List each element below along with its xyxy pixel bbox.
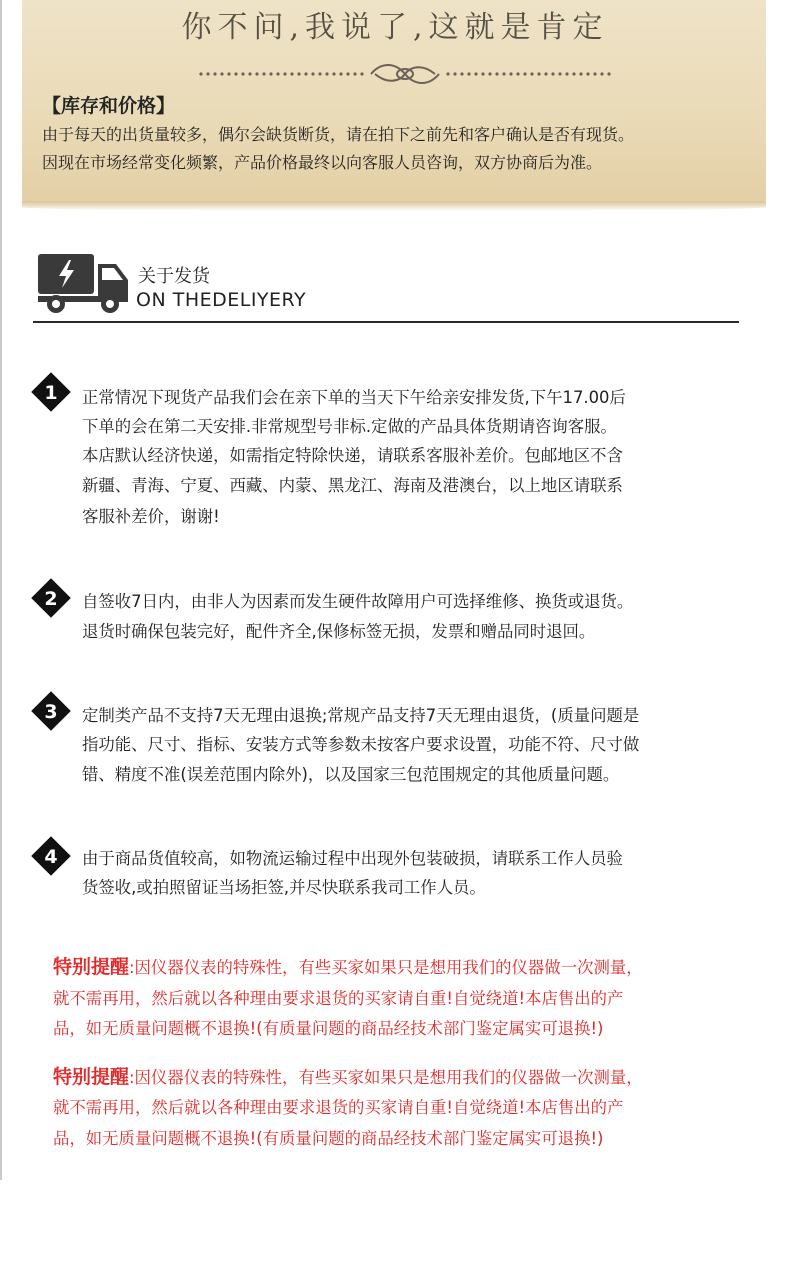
svg-text:1: 1 xyxy=(44,382,58,404)
item-3-text-line: 指功能、尺寸、指标、安装方式等参数未按客户要求设置，功能不符、尺寸做 xyxy=(82,735,640,754)
number-badge-3-icon xyxy=(31,691,71,731)
delivery-title-zh: 关于发货 xyxy=(138,266,210,287)
svg-text:3: 3 xyxy=(44,701,58,723)
item-2-text-line: 退货时确保包装完好，配件齐全,保修标签无损，发票和赠品同时退回。 xyxy=(82,622,596,641)
special-notice-line: 品，如无质量问题概不退换!(有质量问题的商品经技术部门鉴定属实可退换!) xyxy=(53,1129,604,1148)
svg-text:2: 2 xyxy=(44,588,58,610)
number-badge-1-icon xyxy=(31,372,71,412)
banner-tagline: 你不问,我说了,这就是肯定 xyxy=(181,10,609,45)
delivery-title-en: ON THEDELIYERY xyxy=(136,289,307,311)
item-1-text-line: 客服补差价，谢谢! xyxy=(82,507,220,526)
item-3-text-line: 定制类产品不支持7天无理由退换;常规产品支持7天无理由退货，(质量问题是 xyxy=(82,706,640,725)
item-1-text-line: 下单的会在第二天安排.非常规型号非标.定做的产品具体货期请咨询客服。 xyxy=(82,417,617,436)
truck-icon xyxy=(36,252,130,314)
special-notice-text: :因仪器仪表的特殊性，有些买家如果只是想用我们的仪器做一次测量， xyxy=(129,1068,643,1087)
item-1-text-line: 本店默认经济快递，如需指定特除快递，请联系客服补差价。包邮地区不含 xyxy=(82,446,623,465)
delivery-divider xyxy=(33,321,739,323)
special-notice-heading: 特别提醒 xyxy=(53,1066,130,1088)
special-notice-line xyxy=(53,952,643,979)
special-notice-line xyxy=(53,1062,643,1089)
svg-text:4: 4 xyxy=(44,846,58,868)
ornament-divider-icon xyxy=(195,58,615,90)
stock-text-line: 因现在市场经常变化频繁，产品价格最终以向客服人员咨询，双方协商后为准。 xyxy=(42,153,603,172)
special-notice-line: 品，如无质量问题概不退换!(有质量问题的商品经技术部门鉴定属实可退换!) xyxy=(53,1019,604,1038)
stock-price-title: 【库存和价格】 xyxy=(42,95,176,117)
item-4-text-line: 由于商品货值较高，如物流运输过程中出现外包装破损，请联系工作人员验 xyxy=(82,849,623,868)
item-2-text-line: 自签收7日内，由非人为因素而发生硬件故障用户可选择维修、换货或退货。 xyxy=(82,592,634,611)
left-border-line xyxy=(0,0,2,1180)
special-notice-text: :因仪器仪表的特殊性，有些买家如果只是想用我们的仪器做一次测量， xyxy=(129,958,643,977)
stock-text-line: 由于每天的出货量较多，偶尔会缺货断货，请在拍下之前先和客户确认是否有现货。 xyxy=(42,125,635,144)
special-notice-heading: 特别提醒 xyxy=(53,956,130,978)
item-4-text-line: 货签收,或拍照留证当场拒签,并尽快联系我司工作人员。 xyxy=(82,878,486,897)
item-1-text-line: 正常情况下现货产品我们会在亲下单的当天下午给亲安排发货,下午17.00后 xyxy=(82,388,626,407)
number-badge-4-icon xyxy=(31,836,71,876)
special-notice-line: 就不需再用，然后就以各种理由要求退货的买家请自重!自觉绕道!本店售出的产 xyxy=(53,1098,624,1117)
number-badge-2-icon xyxy=(31,578,71,618)
item-1-text-line: 新疆、青海、宁夏、西藏、内蒙、黑龙江、海南及港澳台，以上地区请联系 xyxy=(82,476,623,495)
item-3-text-line: 错、精度不准(误差范围内除外)，以及国家三包范围规定的其他质量问题。 xyxy=(82,765,620,784)
special-notice-line: 就不需再用，然后就以各种理由要求退货的买家请自重!自觉绕道!本店售出的产 xyxy=(53,989,624,1008)
